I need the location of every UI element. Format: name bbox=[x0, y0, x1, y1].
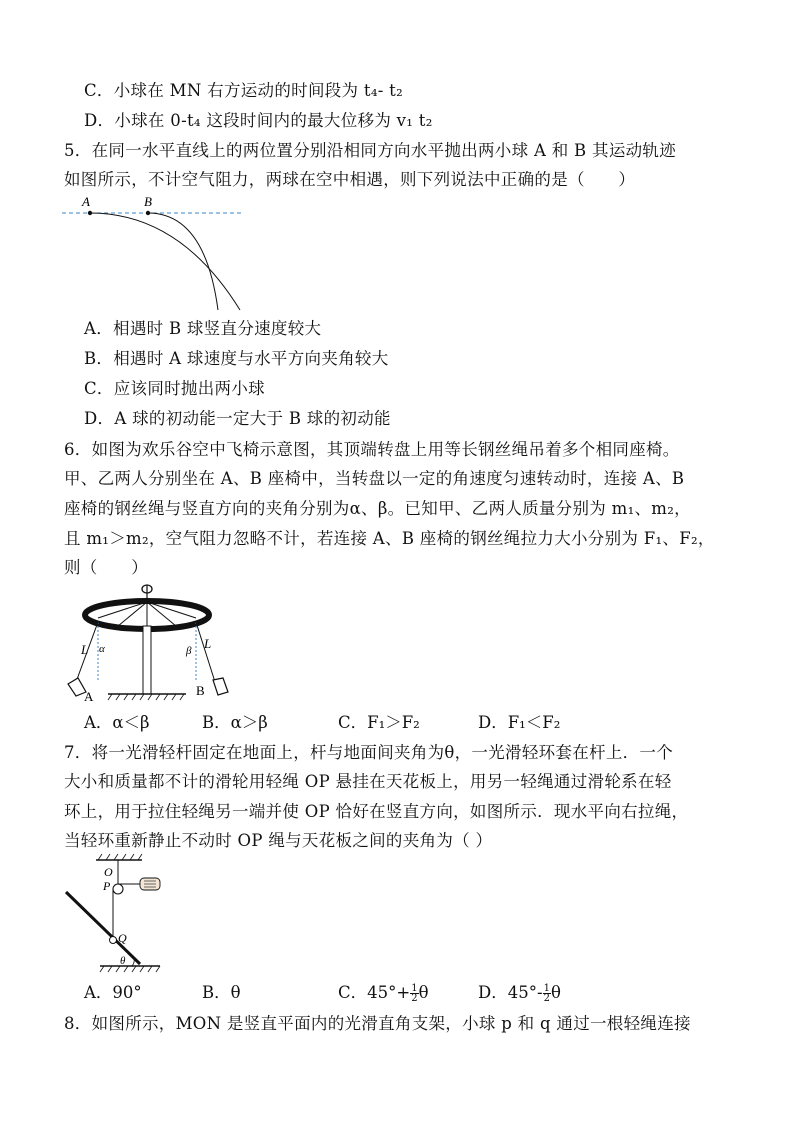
label-beta: β bbox=[186, 645, 192, 657]
label-b: B bbox=[144, 194, 152, 209]
q5-option-d: D．A 球的初动能一定大于 B 球的初动能 bbox=[84, 409, 391, 428]
q6-option-b: B．α＞β bbox=[202, 713, 268, 732]
label-l-right: L bbox=[204, 636, 212, 651]
q8-stem-line-1: 8．如图所示，MON 是竖直平面内的光滑直角支架，小球 p 和 q 通过一根轻绳连接 bbox=[64, 1014, 691, 1033]
q6-option-c: C．F₁＞F₂ bbox=[338, 713, 420, 732]
hand-icon bbox=[140, 878, 160, 890]
center-pole bbox=[143, 626, 151, 694]
q7-option-b: B．θ bbox=[202, 983, 241, 1002]
q5-option-b: B．相遇时 A 球速度与水平方向夹角较大 bbox=[84, 349, 389, 368]
q6-stem-line-3: 座椅的钢丝绳与竖直方向的夹角分别为α、β。已知甲、乙两人质量分别为 m₁、m₂， bbox=[64, 499, 691, 518]
label-p: P bbox=[103, 879, 111, 893]
fraction-half: $\frac{1}{2}$ bbox=[543, 983, 550, 1004]
q7-stem-line-3: 环上，用于拉住轻绳另一端并使 OP 恰好在竖直方向，如图所示．现水平向右拉绳， bbox=[64, 802, 689, 821]
label-l-left: L bbox=[81, 642, 89, 657]
q5-trajectory-figure bbox=[60, 192, 260, 314]
ball-a bbox=[88, 211, 92, 215]
q6-option-d: D．F₁＜F₂ bbox=[478, 713, 561, 732]
q4-option-c: C．小球在 MN 右方运动的时间段为 t₄- t₂ bbox=[84, 81, 404, 100]
q7-option-a: A．90° bbox=[84, 983, 142, 1002]
label-seat-a: A bbox=[84, 689, 94, 704]
fraction-half: $\frac{1}{2}$ bbox=[411, 983, 418, 1004]
trajectory-a bbox=[90, 213, 240, 310]
q7-pulley-figure bbox=[60, 852, 170, 976]
rope-b bbox=[196, 622, 215, 682]
q7-option-d: D．45°- $\frac{1}{2}$ θ bbox=[478, 983, 561, 1004]
q7-stem-line-2: 大小和质量都不计的滑轮用轻绳 OP 悬挂在天花板上，用另一轻绳通过滑轮系在轻 bbox=[64, 772, 672, 791]
label-theta: θ bbox=[120, 955, 126, 967]
q5-stem-line-1: 5．在同一水平直线上的两位置分别沿相同方向水平抛出两小球 A 和 B 其运动轨迹 bbox=[64, 141, 677, 160]
q5-option-a: A．相遇时 B 球竖直分速度较大 bbox=[84, 319, 322, 338]
label-seat-b: B bbox=[196, 683, 205, 698]
q6-stem-line-4: 且 m₁＞m₂，空气阻力忽略不计，若连接 A、B 座椅的钢丝绳拉力大小分别为 F₁、F₂， bbox=[64, 529, 715, 548]
q6-stem-line-1: 6．如图为欢乐谷空中飞椅示意图，其顶端转盘上用等长钢丝绳吊着多个相同座椅。 bbox=[64, 440, 680, 459]
q5-option-c: C．应该同时抛出两小球 bbox=[84, 379, 265, 398]
q7-option-c: C．45°+ $\frac{1}{2}$ θ bbox=[338, 983, 429, 1004]
q7-stem-line-1: 7．将一光滑轻杆固定在地面上，杆与地面间夹角为θ，一光滑轻环套在杆上．一个 bbox=[64, 743, 674, 762]
q6-swing-ride-figure bbox=[58, 582, 243, 704]
rod bbox=[66, 892, 140, 964]
ball-b bbox=[146, 211, 150, 215]
pulley bbox=[113, 884, 123, 894]
label-q: Q bbox=[118, 931, 127, 945]
label-o: O bbox=[104, 865, 113, 879]
ring bbox=[110, 937, 117, 944]
q6-stem-line-2: 甲、乙两人分别坐在 A、B 座椅中，当转盘以一定的角速度匀速转动时，连接 A、B bbox=[64, 469, 685, 488]
q6-stem-line-5: 则（ ） bbox=[64, 558, 148, 577]
seat-b bbox=[213, 678, 228, 695]
q4-option-d: D．小球在 0-t₄ 这段时间内的最大位移为 v₁ t₂ bbox=[84, 111, 433, 130]
label-alpha: α bbox=[99, 643, 105, 655]
q5-stem-line-2: 如图所示，不计空气阻力，两球在空中相遇，则下列说法中正确的是（ ） bbox=[64, 170, 636, 189]
q6-option-a: A．α＜β bbox=[84, 713, 150, 732]
label-a: A bbox=[82, 194, 90, 209]
q7-stem-line-4: 当轻环重新静止不动时 OP 绳与天花板之间的夹角为（ ） bbox=[64, 831, 493, 850]
trajectory-b bbox=[148, 213, 218, 310]
